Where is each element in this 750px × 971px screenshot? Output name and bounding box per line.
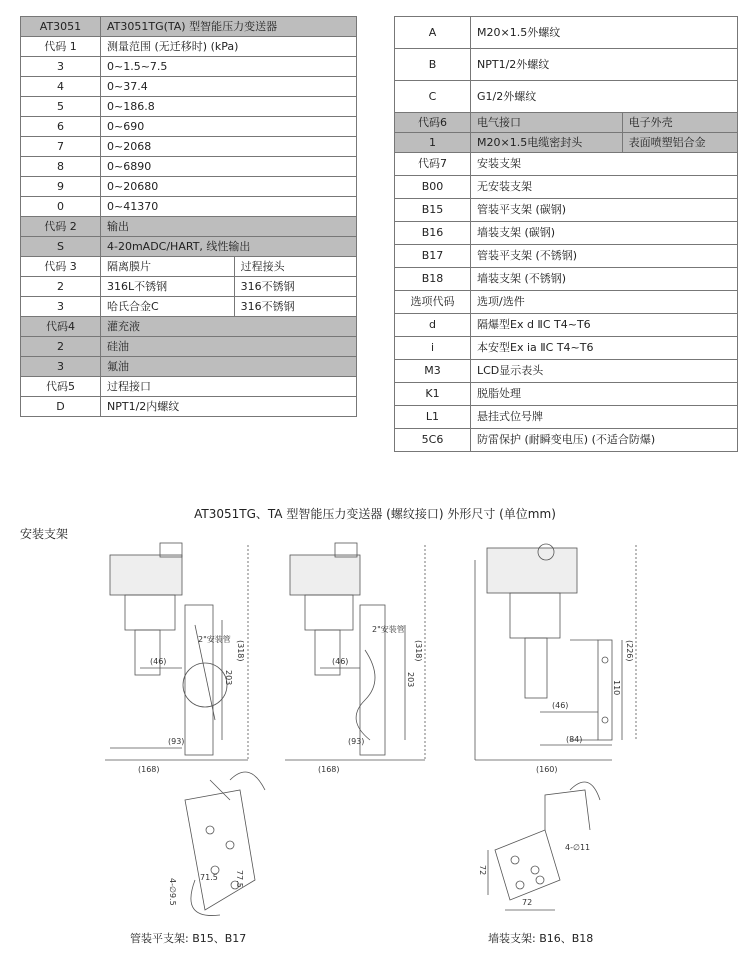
code-cell: 3 (21, 57, 101, 77)
value-cell: 安装支架 (471, 153, 738, 176)
value-cell: 0~41370 (101, 197, 357, 217)
value-cell: 管装平支架 (不锈钢) (471, 245, 738, 268)
dim-4phi9: 4-∅9.5 (168, 878, 177, 906)
code-cell: 4 (21, 77, 101, 97)
value-cell: 选项/选件 (471, 291, 738, 314)
code-cell: 3 (21, 357, 101, 377)
value-cell: 隔爆型Ex d ⅡC T4~T6 (471, 314, 738, 337)
code-cell: 6 (21, 117, 101, 137)
dim-318: (318) (236, 640, 245, 662)
dim-203: 203 (224, 670, 233, 686)
dim-110: 110 (612, 680, 621, 696)
code-cell: B (395, 49, 471, 81)
dim-160: (160) (536, 765, 558, 774)
value-cell: 防雷保护 (耐瞬变电压) (不适合防爆) (471, 429, 738, 452)
value-cell: 0~6890 (101, 157, 357, 177)
value-cell: 0~20680 (101, 177, 357, 197)
value-cell: 输出 (101, 217, 357, 237)
value-cell: M20×1.5电缆密封头 (471, 133, 623, 153)
value-cell: 316不锈钢 (234, 277, 356, 297)
value-cell: 电子外壳 (622, 113, 737, 133)
code-cell: D (21, 397, 101, 417)
code-cell: K1 (395, 383, 471, 406)
code-cell: 代码5 (21, 377, 101, 397)
code-cell: 2 (21, 277, 101, 297)
code-cell: 代码6 (395, 113, 471, 133)
value-cell: 电气接口 (471, 113, 623, 133)
code-cell: 代码 2 (21, 217, 101, 237)
code-cell: A (395, 17, 471, 49)
pipe-label-1: 2"安装管 (198, 635, 231, 644)
value-cell: 无安装支架 (471, 176, 738, 199)
code-cell: B00 (395, 176, 471, 199)
dim-168: (168) (138, 765, 160, 774)
code-cell: 8 (21, 157, 101, 177)
caption-wall-bracket: 墙装支架: B16、B18 (488, 932, 594, 945)
value-cell: 硅油 (101, 337, 357, 357)
value-cell: 过程接头 (234, 257, 356, 277)
dim-318-b: (318) (414, 640, 423, 662)
pipe-bracket-exploded (168, 772, 265, 916)
code-cell: 3 (21, 297, 101, 317)
value-cell: 灌充液 (101, 317, 357, 337)
value-cell: 表面喷塑铝合金 (622, 133, 737, 153)
value-cell: 脱脂处理 (471, 383, 738, 406)
value-cell: 管装平支架 (碳钢) (471, 199, 738, 222)
drawing-wall-mount (475, 544, 636, 774)
dim-46: (46) (150, 657, 167, 666)
code-cell: 5 (21, 97, 101, 117)
code-cell: 代码7 (395, 153, 471, 176)
value-cell: 4-20mADC/HART, 线性输出 (101, 237, 357, 257)
code-cell: d (395, 314, 471, 337)
dim-46-b: (46) (332, 657, 349, 666)
code-cell: B15 (395, 199, 471, 222)
value-cell: 哈氏合金C (101, 297, 235, 317)
code-cell: L1 (395, 406, 471, 429)
dim-203-b: 203 (406, 672, 415, 688)
code-cell: 7 (21, 137, 101, 157)
value-cell: 本安型Ex ia ⅡC T4~T6 (471, 337, 738, 360)
caption-pipe-bracket: 管装平支架: B15、B17 (130, 932, 247, 945)
dim-72-b: 72 (522, 898, 533, 907)
drawing-pipe-mount-1 (105, 543, 248, 774)
code-cell: 9 (21, 177, 101, 197)
value-cell: LCD显示表头 (471, 360, 738, 383)
value-cell: 0~2068 (101, 137, 357, 157)
code-cell: 代码 3 (21, 257, 101, 277)
dim-84: (84) (566, 735, 583, 744)
drawing-title: AT3051TG、TA 型智能压力变送器 (螺纹接口) 外形尺寸 (单位mm) (194, 507, 556, 521)
dim-226: (226) (625, 640, 634, 662)
value-cell: 316L不锈钢 (101, 277, 235, 297)
value-cell: 氟油 (101, 357, 357, 377)
value-cell: 0~690 (101, 117, 357, 137)
code-cell: C (395, 81, 471, 113)
value-cell: G1/2外螺纹 (471, 81, 738, 113)
dim-4phi11: 4-∅11 (565, 843, 591, 852)
value-cell: NPT1/2内螺纹 (101, 397, 357, 417)
value-cell: 隔离膜片 (101, 257, 235, 277)
code-cell: B18 (395, 268, 471, 291)
value-cell: M20×1.5外螺纹 (471, 17, 738, 49)
pipe-label-2: 2"安装管 (372, 625, 405, 634)
code-cell: S (21, 237, 101, 257)
dim-168-b: (168) (318, 765, 340, 774)
value-cell: 0~186.8 (101, 97, 357, 117)
code-cell: 2 (21, 337, 101, 357)
code-cell: B17 (395, 245, 471, 268)
drawing-pipe-mount-2 (285, 543, 425, 774)
dim-93: (93) (168, 737, 185, 746)
dim-93-b: (93) (348, 737, 365, 746)
dim-46-c: (46) (552, 701, 569, 710)
value-cell: 过程接口 (101, 377, 357, 397)
value-cell: 墙装支架 (碳钢) (471, 222, 738, 245)
dim-71: 71.5 (200, 873, 218, 882)
dim-77: 77.5 (235, 870, 244, 888)
code-cell: 5C6 (395, 429, 471, 452)
value-cell: NPT1/2外螺纹 (471, 49, 738, 81)
code-cell: i (395, 337, 471, 360)
value-cell: 悬挂式位号牌 (471, 406, 738, 429)
wall-bracket-exploded (478, 782, 600, 910)
code-cell: B16 (395, 222, 471, 245)
value-cell: 0~37.4 (101, 77, 357, 97)
bracket-label: 安装支架 (20, 527, 69, 541)
value-cell: AT3051TG(TA) 型智能压力变送器 (101, 17, 357, 37)
code-cell: 1 (395, 133, 471, 153)
code-cell: 0 (21, 197, 101, 217)
value-cell: 墙装支架 (不锈钢) (471, 268, 738, 291)
code-cell: 代码4 (21, 317, 101, 337)
value-cell: 316不锈钢 (234, 297, 356, 317)
value-cell: 0~1.5~7.5 (101, 57, 357, 77)
code-cell: 代码 1 (21, 37, 101, 57)
dim-72-a: 72 (478, 865, 487, 876)
code-cell: 选项代码 (395, 291, 471, 314)
value-cell: 测量范围 (无迁移时) (kPa) (101, 37, 357, 57)
code-cell: M3 (395, 360, 471, 383)
code-cell: AT3051 (21, 17, 101, 37)
